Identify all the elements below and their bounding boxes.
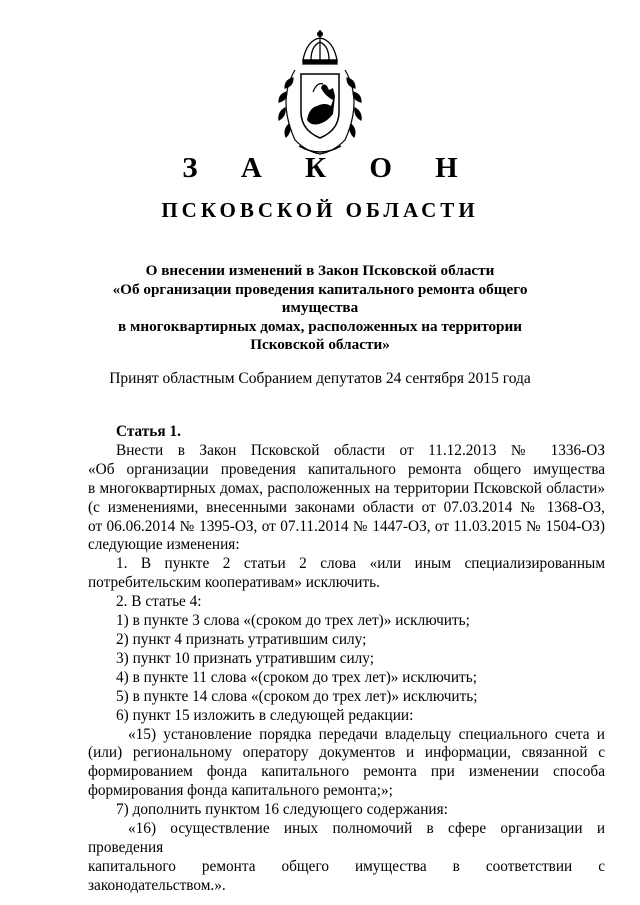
law-body <box>88 423 605 896</box>
law-subject-heading <box>80 262 560 355</box>
sub-item: 6) пункт 15 изложить в следующей редакции: <box>116 706 414 724</box>
body-line: потребительским кооперативам» исключить. <box>88 574 380 592</box>
adoption-statement: Принят областным Собранием депутатов 24 сентября 2015 года <box>109 370 531 387</box>
quote-line: «16) осуществление иных полномочий в сфере организации и проведения <box>88 820 605 856</box>
body-line: (с изменениями, внесенными законами области от 07.03.2014 № 1368-ОЗ, <box>88 498 605 516</box>
subject-line: О внесении изменений в Закон Псковской области <box>145 262 495 279</box>
region-title: ПСКОВСКОЙ ОБЛАСТИ <box>161 198 479 222</box>
sub-item: 4) в пункте 11 слова «(сроком до трех лет)» исключить; <box>116 668 477 686</box>
quote-line: формирования фонда капитального ремонта;»; <box>88 782 393 800</box>
body-line: в многоквартирных домах, расположенных на территории Псковской области» <box>88 479 605 497</box>
quote-line: формированием фонда капитального ремонта при изменении способа <box>88 763 605 781</box>
body-line: 2. В статье 4: <box>116 593 202 611</box>
article-heading: Статья 1. <box>116 423 181 440</box>
body-line: следующие изменения: <box>88 536 240 554</box>
sub-item: 1) в пункте 3 слова «(сроком до трех лет)» исключить; <box>116 612 470 630</box>
document-type-title: З А К О Н <box>182 152 476 184</box>
quote-line: (или) региональному оператору документов и информации, связанной с <box>88 744 605 762</box>
body-line: 1. В пункте 2 статьи 2 слова «или иным специализированным <box>116 555 605 573</box>
body-line: «Об организации проведения капитального ремонта общего имущества <box>88 460 605 478</box>
quote-line: «15) установление порядка передачи владельцу специального счета и <box>128 725 605 743</box>
body-line: Внести в Закон Псковской области от 11.12.2013 № 1336-ОЗ <box>116 441 605 459</box>
subject-line: в многоквартирных домах, расположенных на территории <box>117 317 522 335</box>
quote-line: законодательством.». <box>88 876 226 894</box>
sub-item: 2) пункт 4 признать утратившим силу; <box>116 630 367 648</box>
body-line: от 06.06.2014 № 1395-ОЗ, от 07.11.2014 № 1447-ОЗ, от 11.03.2015 № 1504-ОЗ) <box>88 517 605 535</box>
subject-line: «Об организации проведения капитального ремонта общего имущества <box>112 280 528 316</box>
coat-of-arms-emblem <box>265 30 375 158</box>
sub-item: 5) в пункте 14 слова «(сроком до трех лет)» исключить; <box>116 687 478 705</box>
quote-line: капитального ремонта общего имущества в соответствии с <box>88 857 605 875</box>
sub-item: 3) пункт 10 признать утратившим силу; <box>116 649 375 667</box>
subject-line: Псковской области» <box>250 336 390 353</box>
sub-item: 7) дополнить пунктом 16 следующего содержания: <box>116 801 448 819</box>
